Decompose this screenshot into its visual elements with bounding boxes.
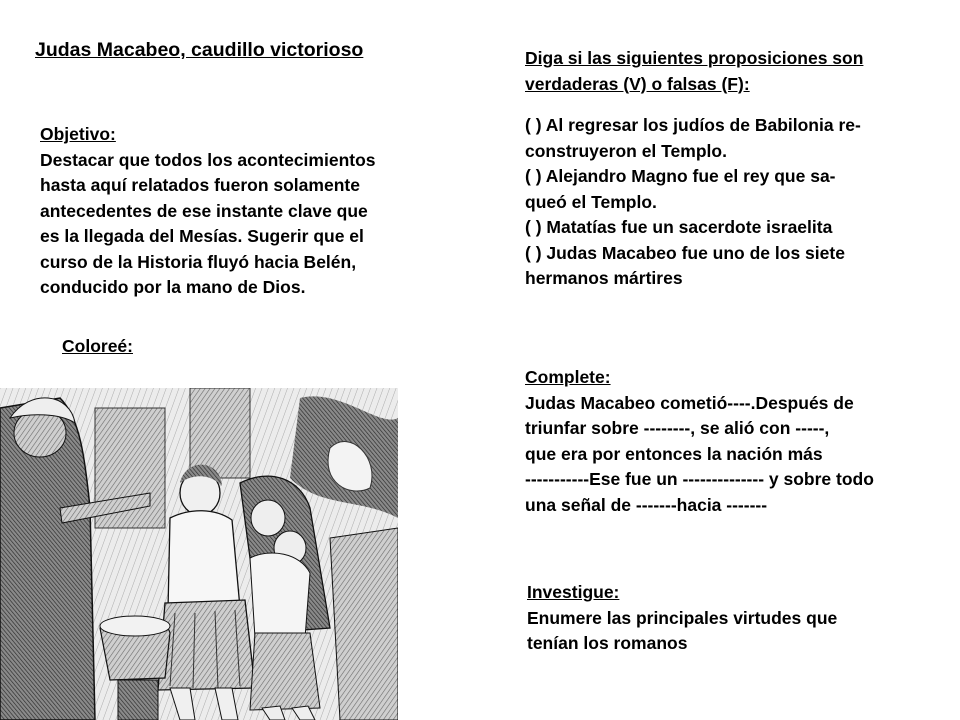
investigue-line: tenían los romanos <box>527 633 688 653</box>
true-false-line: ( ) Alejandro Magno fue el rey que sa- <box>525 166 836 186</box>
objetivo-line: antecedentes de ese instante clave que <box>40 200 368 221</box>
objetivo-line: curso de la Historia fluyó hacia Belén, <box>40 251 357 272</box>
coloring-engraving-illustration <box>0 388 398 720</box>
complete-line: que era por entonces la nación más <box>525 443 823 464</box>
objetivo-heading: Objetivo: <box>40 124 116 144</box>
true-false-heading: Diga si las siguientes proposiciones son <box>525 48 864 68</box>
complete-line: triunfar sobre --------, se alió con -----, <box>525 418 830 438</box>
objetivo-line: conducido por la mano de Dios. <box>40 277 306 297</box>
spacer <box>525 97 863 113</box>
true-false-line: ( ) Al regresar los judíos de Babilonia re- <box>525 115 861 135</box>
objetivo-line: hasta aquí relatados fueron solamente <box>40 175 360 195</box>
coloree-heading: Coloreé: <box>62 336 133 356</box>
investigue-section <box>527 580 837 657</box>
true-false-line: queó el Templo. <box>525 191 657 212</box>
complete-line: una señal de -------hacia ------- <box>525 494 768 515</box>
complete-section <box>525 365 874 518</box>
investigue-line: Enumere las principales virtudes que <box>527 607 838 628</box>
true-false-heading: verdaderas (V) o falsas (F): <box>525 73 750 94</box>
true-false-line: construyeron el Templo. <box>525 140 727 161</box>
true-false-line: ( ) Judas Macabeo fue uno de los siete <box>525 242 845 263</box>
objetivo-section <box>40 122 376 301</box>
complete-heading: Complete: <box>525 367 611 387</box>
true-false-line: hermanos mártires <box>525 268 683 288</box>
page-title: Judas Macabeo, caudillo victorioso <box>35 39 364 61</box>
complete-line: Judas Macabeo cometió----.Después de <box>525 392 854 413</box>
complete-line: -----------Ese fue un -------------- y sobre todo <box>525 469 874 489</box>
true-false-section <box>525 46 863 292</box>
objetivo-line: Destacar que todos los acontecimientos <box>40 149 376 170</box>
objetivo-line: es la llegada del Mesías. Sugerir que el <box>40 226 364 246</box>
true-false-line: ( ) Matatías fue un sacerdote israelita <box>525 217 833 237</box>
investigue-heading: Investigue: <box>527 582 620 602</box>
